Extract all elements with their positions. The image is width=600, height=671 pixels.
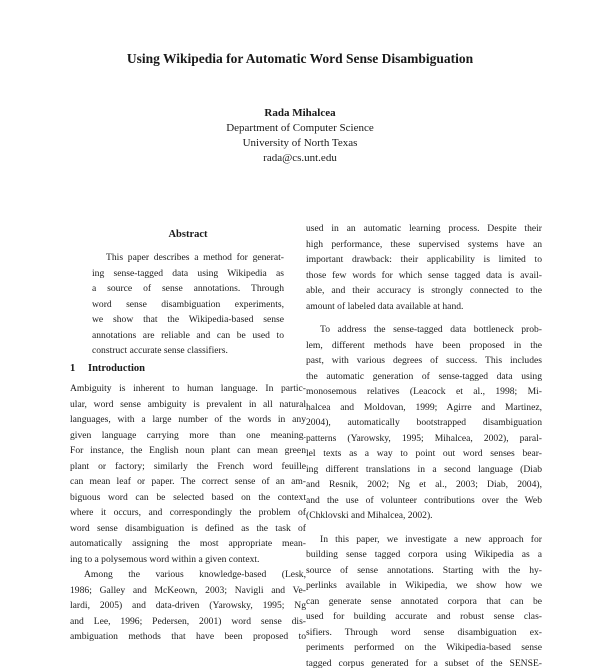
section-heading	[70, 363, 145, 374]
text-line: (Chklovski and Mihalcea, 2002).	[306, 508, 542, 524]
text-line: building sense tagged corpora using Wikipedia as a	[306, 547, 542, 563]
text-line: lardi, 2005) and data-driven (Yarowsky, 1995; Ng	[70, 598, 306, 614]
text-line: amount of labeled data available at hand.	[306, 299, 542, 315]
text-line: the automatic generation of sense-tagged data using	[306, 369, 542, 385]
text-line: those few words for which sense tagged data is avail-	[306, 268, 542, 284]
text-line: can generate sense annotated corpora that can be	[306, 594, 542, 610]
text-line: and the use of volunteer contributions over the Web	[306, 493, 542, 509]
text-line: ular, word sense ambiguity is prevalent in all natural	[70, 397, 306, 413]
text-line: automatically assigning the most appropriate mean-	[70, 536, 306, 552]
text-line: source of sense annotations. Starting with the hy-	[306, 563, 542, 579]
text-line: sifiers. Through word sense disambiguation ex-	[306, 625, 542, 641]
text-line: word sense disambiguation is defined as the task of	[70, 521, 306, 537]
section-title: Introduction	[88, 363, 145, 374]
text-line: ing different translations in a second language (Diab	[306, 462, 542, 478]
text-line: Ambiguity is inherent to human language. In partic-	[70, 381, 306, 397]
left-column-text	[70, 381, 306, 645]
text-line: halcea and Moldovan, 1999; Agirre and Martinez,	[306, 400, 542, 416]
text-line: a source of sense annotations. Through	[92, 281, 284, 297]
text-line: used in an automatic learning process. Despite their	[306, 221, 542, 237]
text-line: plant or factory; similarly the French word feuille	[70, 459, 306, 475]
text-line: ing sense-tagged data using Wikipedia as	[92, 266, 284, 282]
text-line: past, with various degrees of success. This includes	[306, 353, 542, 369]
text-line: used for building accurate and robust sense clas-	[306, 609, 542, 625]
text-line: and Lee, 1996; Pedersen, 2001) word sense dis-	[70, 614, 306, 630]
text-line: This paper describes a method for generat-	[92, 250, 284, 266]
text-line: patterns (Yarowsky, 1995; Mihalcea, 2002), paral-	[306, 431, 542, 447]
abstract-heading: Abstract	[70, 229, 306, 240]
text-line: perlinks available in Wikipedia, we show how we	[306, 578, 542, 594]
author-name: Rada Mihalcea	[0, 106, 600, 121]
right-column-text	[306, 221, 542, 671]
author-university: University of North Texas	[0, 136, 600, 151]
text-line: 2004), automatically bootstrapped disambiguation	[306, 415, 542, 431]
section-number: 1	[70, 363, 88, 374]
text-line: high performance, these supervised systems have an	[306, 237, 542, 253]
text-line: word sense disambiguation experiments,	[92, 297, 284, 313]
text-line: languages, with a large number of the words in any	[70, 412, 306, 428]
text-line: given language carrying more than one meaning.	[70, 428, 306, 444]
text-line: periments performed on the Wikipedia-based sense	[306, 640, 542, 656]
paper-title: Using Wikipedia for Automatic Word Sense Disambiguation	[0, 51, 600, 67]
abstract-body	[92, 250, 284, 359]
text-line: lem, different methods have been proposed in the	[306, 338, 542, 354]
text-line: Among the various knowledge-based (Lesk,	[70, 567, 306, 583]
author-department: Department of Computer Science	[0, 121, 600, 136]
text-line: annotations are reliable and can be used to	[92, 328, 284, 344]
text-line: can mean leaf or paper. The correct sense of an am-	[70, 474, 306, 490]
text-line: ing to a polysemous word within a given context.	[70, 552, 306, 568]
text-line: construct accurate sense classifiers.	[92, 343, 284, 359]
text-line: we show that the Wikipedia-based sense	[92, 312, 284, 328]
author-email: rada@cs.unt.edu	[0, 151, 600, 166]
text-line: ambiguation methods that have been proposed to	[70, 629, 306, 645]
text-line: important drawback: their applicability is limited to	[306, 252, 542, 268]
text-line: biguous word can be selected based on the context	[70, 490, 306, 506]
text-line: In this paper, we investigate a new approach for	[306, 532, 542, 548]
text-line: able, and their accuracy is strongly connected to the	[306, 283, 542, 299]
text-line: tagged corpus generated for a subset of the SENSE-	[306, 656, 542, 671]
text-line: For instance, the English noun plant can mean green	[70, 443, 306, 459]
text-line: 1986; Galley and McKeown, 2003; Navigli and Ve-	[70, 583, 306, 599]
text-line: lel texts as a way to point out word senses bear-	[306, 446, 542, 462]
text-line: where it occurs, and correspondingly the problem of	[70, 505, 306, 521]
text-line: monosemous relatives (Leacock et al., 1998; Mi-	[306, 384, 542, 400]
text-line: and Resnik, 2002; Ng et al., 2003; Diab, 2004),	[306, 477, 542, 493]
text-line: To address the sense-tagged data bottleneck prob-	[306, 322, 542, 338]
